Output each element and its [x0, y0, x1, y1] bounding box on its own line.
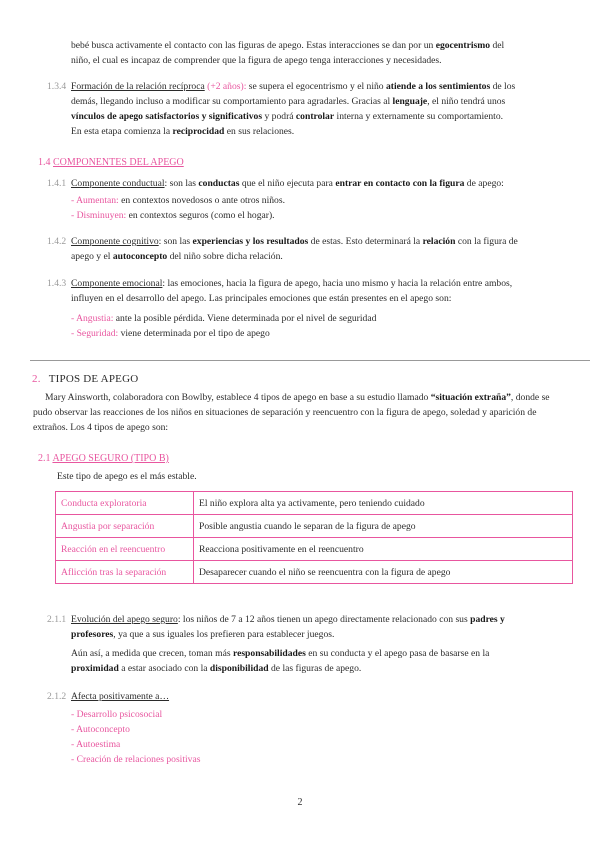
table-value: Reacciona positivamente en el reencuentro: [194, 538, 573, 561]
list-item: - Disminuyen: en contextos seguros (como el hogar).: [71, 210, 275, 221]
page-number: 2: [297, 797, 303, 808]
section-number: 1.3.4: [47, 81, 67, 92]
section-2-1-intro: Este tipo de apego es el más estable.: [57, 471, 197, 482]
section-1-4-1: 1.4.1 Componente conductual: son las conductas que el niño ejecuta para entrar en contacto con la figura de apego:: [47, 178, 504, 189]
section-title: Componente emocional: [71, 278, 163, 289]
table-key: Aflicción tras la separación: [56, 561, 194, 584]
table-value: Desaparecer cuando el niño se reencuentra con la figura de apego: [194, 561, 573, 584]
intro-text: niño, el cual es incapaz de comprender que la figura de apego tenga interacciones y necesidades.: [71, 55, 442, 66]
section-1-4-2: 1.4.2 Componente cognitivo: son las experiencias y los resultados de estas. Esto determinará la relación con la figura de apego y el autoconcepto del niño sobre dicha relación.: [47, 236, 518, 262]
table-value: Posible angustia cuando le separan de la figura de apego: [194, 515, 573, 538]
table-row: [56, 538, 573, 561]
section-number: 2.1: [38, 453, 51, 464]
section-1-4-3: 1.4.3 Componente emocional: las emociones, hacia la figura de apego, hacia uno mismo y hacia la relación entre ambos, influyen en el desarrollo del apego. Las principales emociones que están presentes en el apego son:: [47, 278, 513, 304]
table-key: Reacción en el reencuentro: [56, 538, 194, 561]
section-title: Componente conductual: [71, 178, 165, 189]
section-2-1-2: 2.1.2 Afecta positivamente a…: [47, 691, 170, 702]
intro-text: bebé busca activamente el contacto con las figuras de apego. Estas interacciones se dan por un: [71, 40, 436, 51]
intro-paragraph: [71, 38, 504, 68]
table-row: [56, 561, 573, 584]
list-item: - Autoestima: [71, 739, 121, 750]
table-row: [56, 515, 573, 538]
section-1-3-4: 1.3.4 Formación de la relación recíproca (+2 años): se supera el egocentrismo y el niño atiende a los sentimientos de los demás, llegando incluso a modificar su comportamiento para agradarles. Gracias al lenguaje, el niño tendrá unos vínculos de apego satisfactorios y significativos y podrá controlar interna y externamente su comportamiento. En esta etapa comienza la reciprocidad en sus relaciones.: [47, 81, 516, 137]
section-2-paragraph: Mary Ainsworth, colaboradora con Bowlby, establece 4 tipos de apego en base a su estudio llamado “situación extraña”, donde se pudo observar las reacciones de los niños en situaciones de separación y reencuentro con la figura de apego, soledad y aparición de extraños. Los 4 tipos de apego son:: [33, 392, 550, 433]
section-title: COMPONENTES DEL APEGO: [53, 157, 184, 168]
intro-text: del: [490, 40, 505, 51]
section-title: Afecta positivamente a…: [71, 691, 170, 702]
section-number: 2.: [32, 373, 41, 385]
section-2-1-1: 2.1.1 Evolución del apego seguro: los niños de 7 a 12 años tienen un apego directamente relacionado con sus padres y profesores, ya que a sus iguales los prefieren para establecer juegos. Aún así, a medida que crecen, toman más responsabilidades en su conducta y el apego pasa de basarse en la proximidad a estar asociado con la disponibilidad de las figuras de apego.: [47, 614, 505, 674]
table-row: [56, 492, 573, 515]
table-key: Conducta exploratoria: [56, 492, 194, 515]
list-item: - Desarrollo psicosocial: [71, 709, 163, 720]
list-item: - Seguridad: viene determinada por el tipo de apego: [71, 328, 270, 339]
table-value: El niño explora alta ya activamente, pero teniendo cuidado: [194, 492, 573, 515]
apego-seguro-table: [55, 491, 573, 584]
intro-bold: egocentrismo: [435, 40, 491, 51]
table-key: Angustia por separación: [56, 515, 194, 538]
section-2-heading: [32, 373, 138, 385]
section-divider: [30, 360, 590, 361]
list-item: - Aumentan: en contextos novedosos o ante otros niños.: [71, 195, 285, 206]
age-note: (+2 años):: [207, 81, 247, 92]
section-title: TIPOS DE APEGO: [48, 373, 139, 385]
section-number: 1.4: [38, 157, 51, 168]
section-title: APEGO SEGURO (TIPO B): [52, 453, 169, 464]
section-title: Formación de la relación recíproca: [71, 81, 205, 92]
list-item: - Angustia: ante la posible pérdida. Viene determinada por el nivel de seguridad: [71, 313, 377, 324]
section-title: Componente cognitivo: [71, 236, 159, 247]
section-title: Evolución del apego seguro: [71, 614, 178, 625]
list-item: - Autoconcepto: [71, 724, 130, 735]
section-1-4-heading: [38, 155, 184, 170]
section-2-1-heading: [38, 451, 169, 466]
list-item: - Creación de relaciones positivas: [71, 754, 201, 765]
